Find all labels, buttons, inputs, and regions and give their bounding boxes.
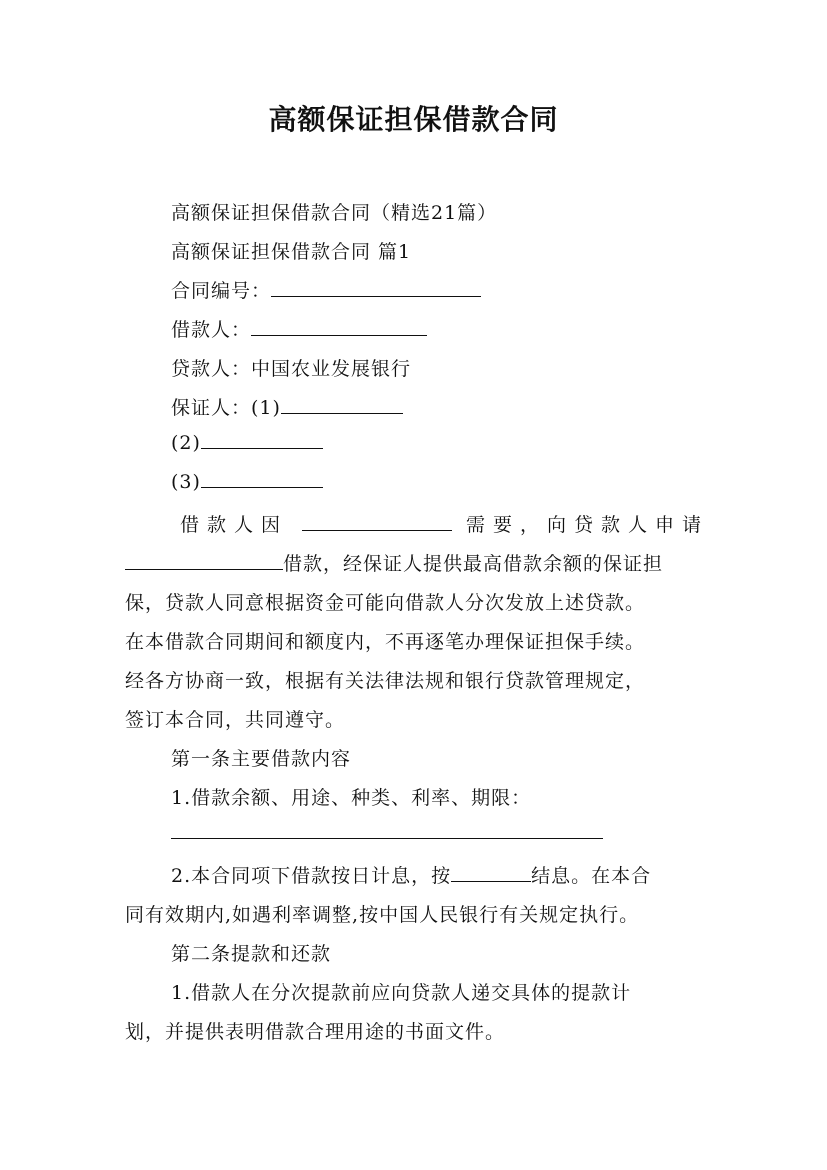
loan-details-blank: [171, 822, 603, 839]
paragraph-1-line-3: 保，贷款人同意根据资金可能向借款人分次发放上述贷款。: [125, 592, 646, 614]
contract-number-label: 合同编号：: [171, 280, 272, 302]
interest-settlement-blank: [451, 865, 531, 882]
guarantor-3-blank: [201, 471, 323, 488]
article-1-item-2: [171, 861, 651, 888]
document-title: 高额保证担保借款合同: [268, 103, 559, 136]
guarantor-2-blank: [201, 432, 323, 449]
article-2-item-1-line-1: 1.借款人在分次提款前应向贷款人递交具体的提款计: [171, 982, 632, 1004]
paragraph-1-line-2: [125, 549, 663, 576]
article-1-item-1: 1.借款余额、用途、种类、利率、期限：: [171, 787, 532, 809]
paragraph-1-line-1: [180, 510, 702, 537]
guarantor-label: 保证人：(1): [171, 397, 281, 419]
amount-blank: [125, 553, 283, 570]
article-1-heading: 第一条主要借款内容: [171, 748, 352, 770]
article-1-item-2-text-b: 结息。在本合: [531, 865, 652, 887]
article-1-item-2-text-a: 2.本合同项下借款按日计息，按: [171, 865, 452, 887]
guarantor-2-label: (2): [171, 432, 201, 454]
contract-number-field: [171, 276, 481, 303]
paragraph-1-line-2-text: 借款，经保证人提供最高借款余额的保证担: [283, 553, 664, 575]
guarantor-field-2: [171, 432, 323, 454]
guarantor-1-blank: [281, 397, 403, 414]
paragraph-1-text-a: 借款人因: [180, 514, 288, 536]
borrower-field: [171, 315, 427, 342]
article-2-item-1-line-2: 划，并提供表明借款合理用途的书面文件。: [125, 1021, 506, 1043]
borrower-label: 借款人：: [171, 319, 252, 341]
article-1-item-2-line-2: 同有效期内,如遇利率调整,按中国人民银行有关规定执行。: [125, 904, 640, 926]
borrower-blank: [251, 319, 427, 336]
article-1-item-1-blank-line: [171, 822, 603, 844]
guarantor-field-3: [171, 471, 323, 493]
purpose-blank: [302, 514, 452, 531]
article-2-heading: 第二条提款和还款: [171, 943, 332, 965]
paragraph-1-line-4: 在本借款合同期间和额度内，不再逐笔办理保证担保手续。: [125, 631, 646, 653]
guarantor-field-1: [171, 393, 403, 420]
paragraph-1-text-b: 需要，向贷款人申请: [466, 514, 702, 536]
paragraph-1-line-6: 签订本合同，共同遵守。: [125, 709, 346, 731]
paragraph-1-line-5: 经各方协商一致，根据有关法律法规和银行贷款管理规定，: [125, 670, 646, 692]
section-heading: 高额保证担保借款合同 篇1: [171, 241, 412, 263]
lender-field: 贷款人：中国农业发展银行: [171, 358, 412, 380]
guarantor-3-label: (3): [171, 471, 201, 493]
subtitle: 高额保证担保借款合同（精选21篇）: [171, 202, 498, 224]
contract-number-blank: [271, 280, 481, 297]
